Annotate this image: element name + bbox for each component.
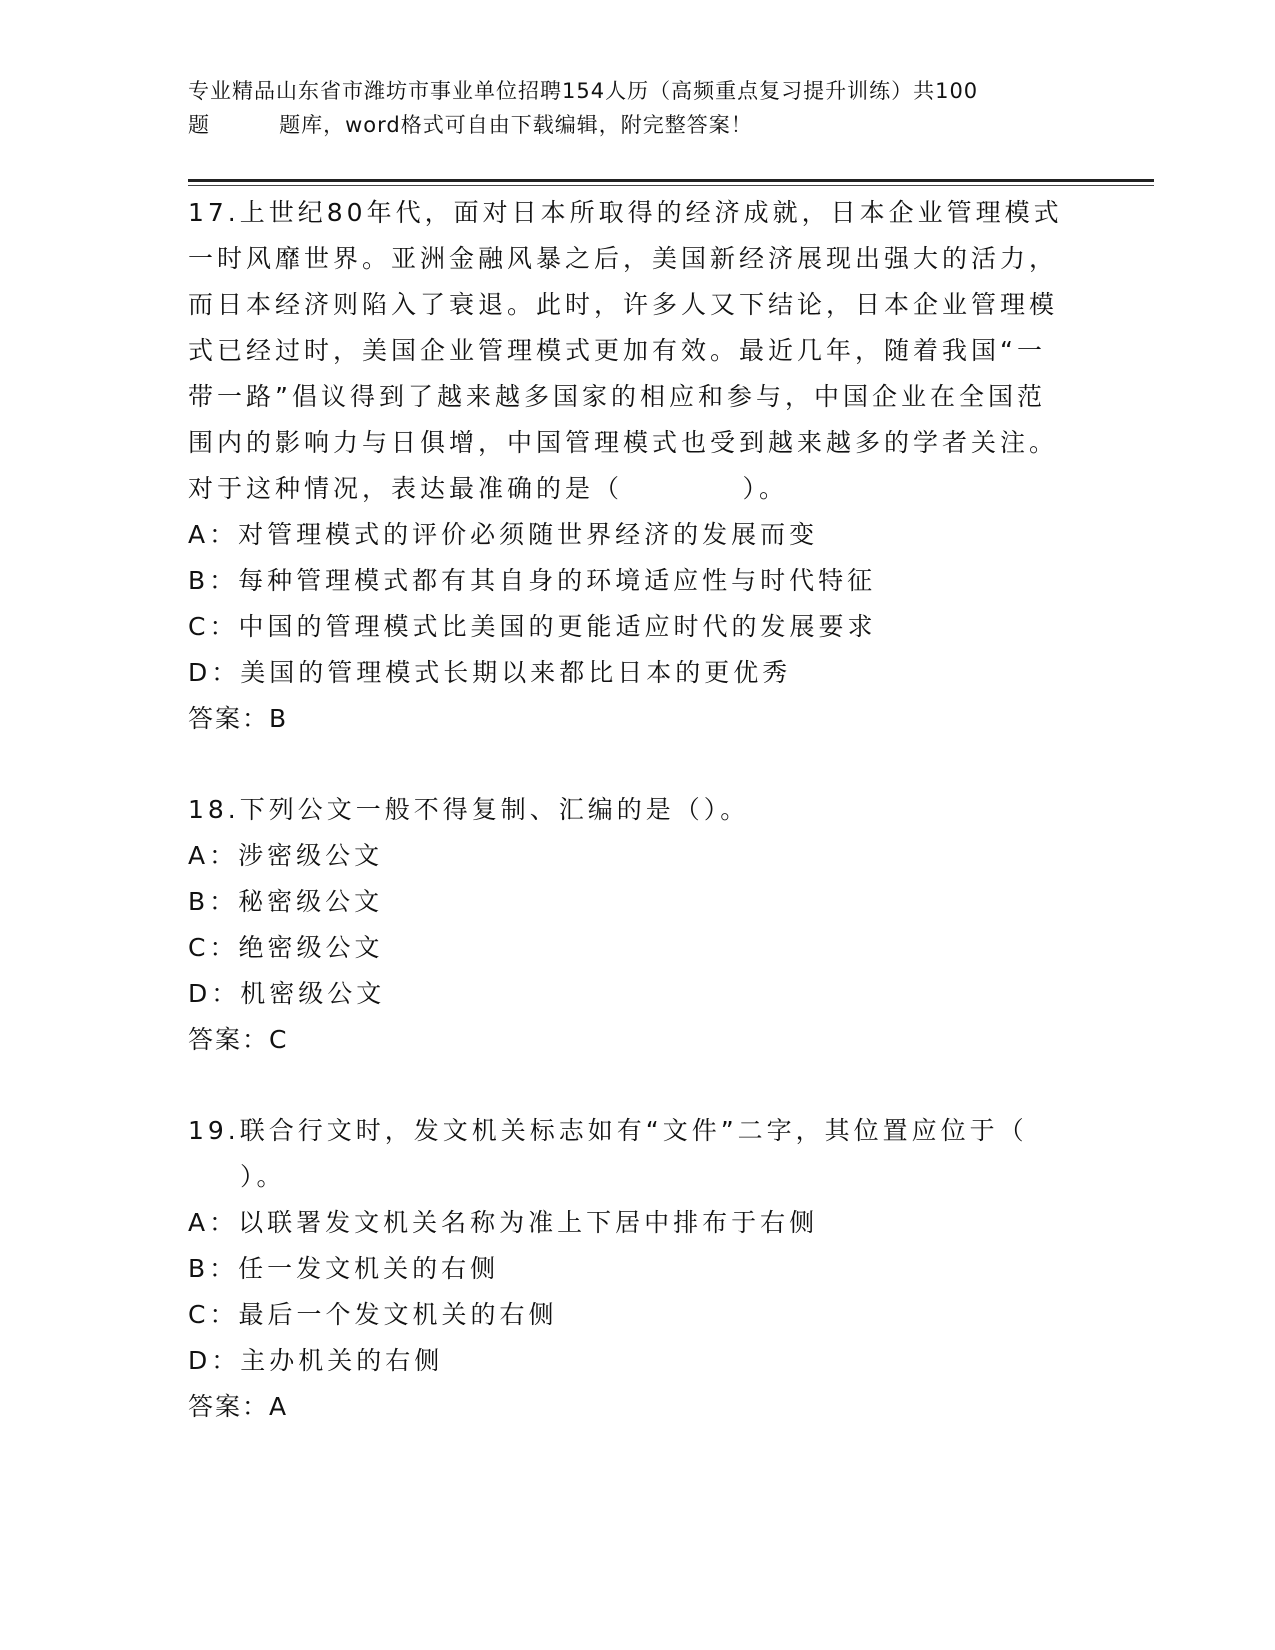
question-stem-line: 18.下列公文一般不得复制、汇编的是（）。 [188, 795, 750, 824]
question-list [188, 190, 1068, 1430]
question-stem-line: 围内的影响力与日俱增，中国管理模式也受到越来越多的学者关注。 [188, 428, 1059, 457]
question-stem-line: 而日本经济则陷入了衰退。此时，许多人又下结论，日本企业管理模 [188, 290, 1059, 319]
question-19 [188, 1108, 1068, 1430]
question-stem-line: 带一路”倡议得到了越来越多国家的相应和参与，中国企业在全国范 [188, 382, 1046, 411]
question-spacer [188, 742, 1068, 787]
header-title-line-2: 题 题库，word格式可自由下载编辑，附完整答案！ [188, 113, 753, 137]
option-b: B：每种管理模式都有其自身的环境适应性与时代特征 [188, 566, 877, 595]
option-a: A：涉密级公文 [188, 841, 384, 870]
option-b: B：秘密级公文 [188, 887, 384, 916]
header-divider-thin [188, 185, 1154, 186]
option-b: B：任一发文机关的右侧 [188, 1254, 500, 1283]
answer-label: 答案：A [188, 1392, 289, 1421]
option-a: A：以联署发文机关名称为准上下居中排布于右侧 [188, 1208, 819, 1237]
question-spacer [188, 1063, 1068, 1108]
header-divider-thick [188, 179, 1154, 182]
option-d: D：机密级公文 [188, 979, 386, 1008]
question-stem-line: 19.联合行文时，发文机关标志如有“文件”二字，其位置应位于（ [188, 1116, 1028, 1145]
document-header [188, 74, 1088, 142]
option-c: C：最后一个发文机关的右侧 [188, 1300, 558, 1329]
question-18 [188, 787, 1068, 1063]
header-title-line-1: 专业精品山东省市潍坊市事业单位招聘154人历（高频重点复习提升训练）共100 [188, 79, 979, 103]
option-c: C：中国的管理模式比美国的更能适应时代的发展要求 [188, 612, 877, 641]
question-stem-line: 对于这种情况，表达最准确的是（ ）。 [188, 474, 788, 503]
option-d: D：美国的管理模式长期以来都比日本的更优秀 [188, 658, 792, 687]
question-stem-line: ）。 [240, 1162, 286, 1191]
question-stem-line: 式已经过时，美国企业管理模式更加有效。最近几年，随着我国“一 [188, 336, 1046, 365]
answer-label: 答案：B [188, 704, 289, 733]
option-a: A：对管理模式的评价必须随世界经济的发展而变 [188, 520, 819, 549]
question-17 [188, 190, 1068, 742]
option-d: D：主办机关的右侧 [188, 1346, 444, 1375]
question-stem-line: 17.上世纪80年代，面对日本所取得的经济成就，日本企业管理模式 [188, 198, 1063, 227]
question-stem-line: 一时风靡世界。亚洲金融风暴之后，美国新经济展现出强大的活力， [188, 244, 1059, 273]
option-c: C：绝密级公文 [188, 933, 384, 962]
answer-label: 答案：C [188, 1025, 289, 1054]
